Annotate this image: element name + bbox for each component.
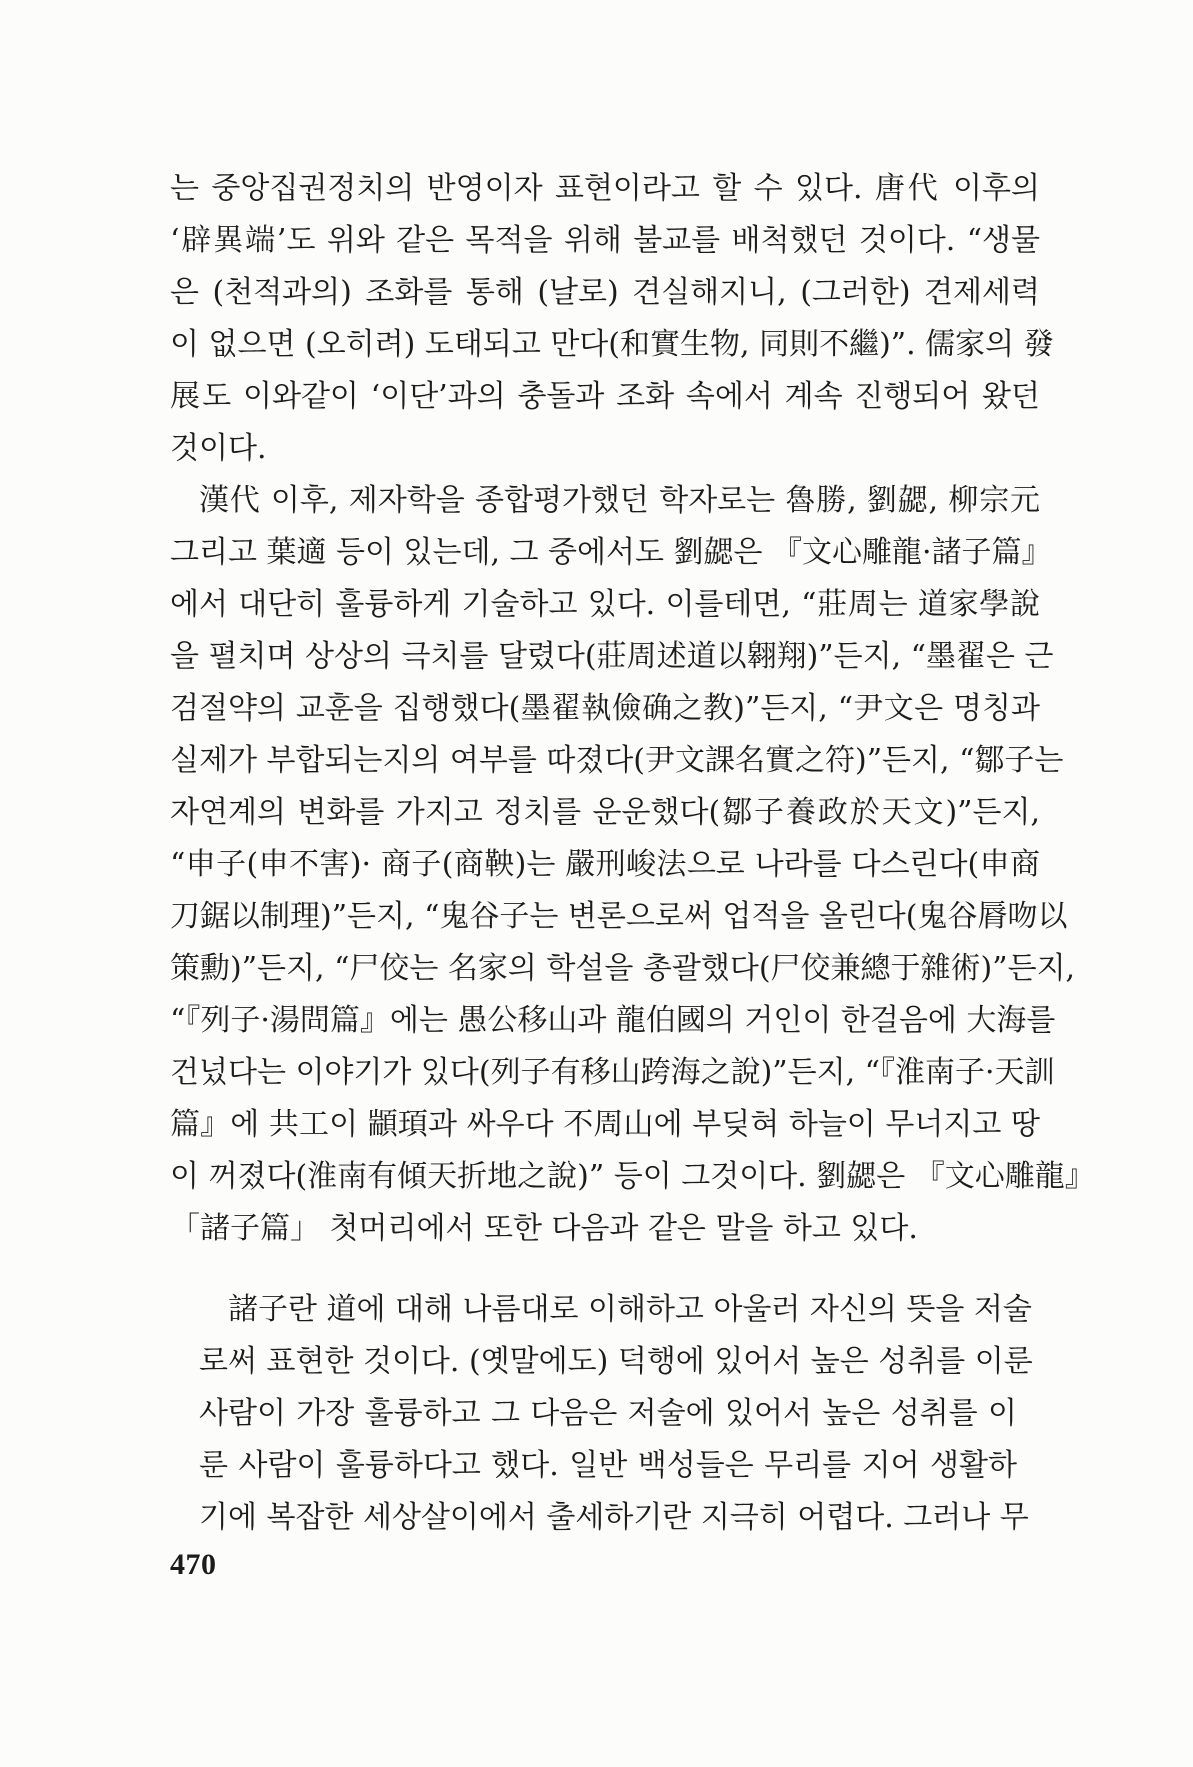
text-line: 이 꺼졌다(淮南有傾天折地之說)” 등이 그것이다. 劉勰은 『文心雕龍』: [170, 1159, 1095, 1194]
text-line: 「諸子篇」 첫머리에서 또한 다음과 같은 말을 하고 있다.: [170, 1211, 918, 1246]
text-line: 검절약의 교훈을 집행했다(墨翟執儉确之教)”든지, “尹文은 명칭과: [170, 691, 1041, 726]
quote-line: 諸子란 道에 대해 나름대로 이해하고 아울러 자신의 뜻을 저술: [228, 1292, 1032, 1327]
text-line: 에서 대단히 훌륭하게 기술하고 있다. 이를테면, “莊周는 道家學說: [170, 587, 1040, 622]
page-number: 470: [170, 1548, 217, 1581]
text-line: “申子(申不害)· 商子(商鞅)는 嚴刑峻法으로 나라를 다스린다(申商: [170, 847, 1040, 882]
text-line: 실제가 부합되는지의 여부를 따졌다(尹文課名實之符)”든지, “鄒子는: [170, 743, 1064, 778]
quote-line: 기에 복잡한 세상살이에서 출세하기란 지극히 어렵다. 그러나 무: [199, 1500, 1029, 1535]
quote-line: 사람이 가장 훌륭하고 그 다음은 저술에 있어서 높은 성취를 이: [199, 1396, 1017, 1431]
text-line: 刀鋸以制理)”든지, “鬼谷子는 변론으로써 업적을 올린다(鬼谷脣吻以: [170, 899, 1068, 934]
quote-line: 룬 사람이 훌륭하다고 했다. 일반 백성들은 무리를 지어 생활하: [199, 1448, 1017, 1483]
text-line: ‘辟異端’도 위와 같은 목적을 위해 불교를 배척했던 것이다. “생물: [170, 223, 1040, 258]
text-line: 展도 이와같이 ‘이단’과의 충돌과 조화 속에서 계속 진행되어 왔던: [170, 379, 1040, 414]
text-line: 그리고 葉適 등이 있는데, 그 중에서도 劉勰은 『文心雕龍·諸子篇』: [170, 535, 1052, 570]
text-line: 는 중앙집권정치의 반영이자 표현이라고 할 수 있다. 唐代 이후의: [170, 171, 1040, 206]
text-line: 은 (천적과의) 조화를 통해 (날로) 견실해지니, (그러한) 견제세력: [170, 275, 1040, 310]
text-line: 것이다.: [170, 431, 267, 466]
text-line: “『列子·湯問篇』에는 愚公移山과 龍伯國의 거인이 한걸음에 大海를: [170, 1003, 1056, 1038]
text-line: 자연계의 변화를 가지고 정치를 운운했다(鄒子養政於天文)”든지,: [170, 795, 1040, 830]
text-line: 이 없으면 (오히려) 도태되고 만다(和實生物, 同則不繼)”. 儒家의 發: [170, 327, 1054, 362]
text-line: 건넜다는 이야기가 있다(列子有移山跨海之說)”든지, “『淮南子·天訓: [170, 1055, 1055, 1090]
text-line: 을 펼치며 상상의 극치를 달렸다(莊周述道以翱翔)”든지, “墨翟은 근: [170, 639, 1054, 674]
text-line: 篇』에 共工이 顓頊과 싸우다 不周山에 부딪혀 하늘이 무너지고 땅: [170, 1107, 1040, 1142]
quote-line: 로써 표현한 것이다. (옛말에도) 덕행에 있어서 높은 성취를 이룬: [199, 1344, 1033, 1379]
text-line: 策勳)”든지, “尸佼는 名家의 학설을 총괄했다(尸佼兼總于雜術)”든지,: [170, 951, 1076, 986]
text-line: 漢代 이후, 제자학을 종합평가했던 학자로는 魯勝, 劉勰, 柳宗元: [199, 483, 1040, 518]
